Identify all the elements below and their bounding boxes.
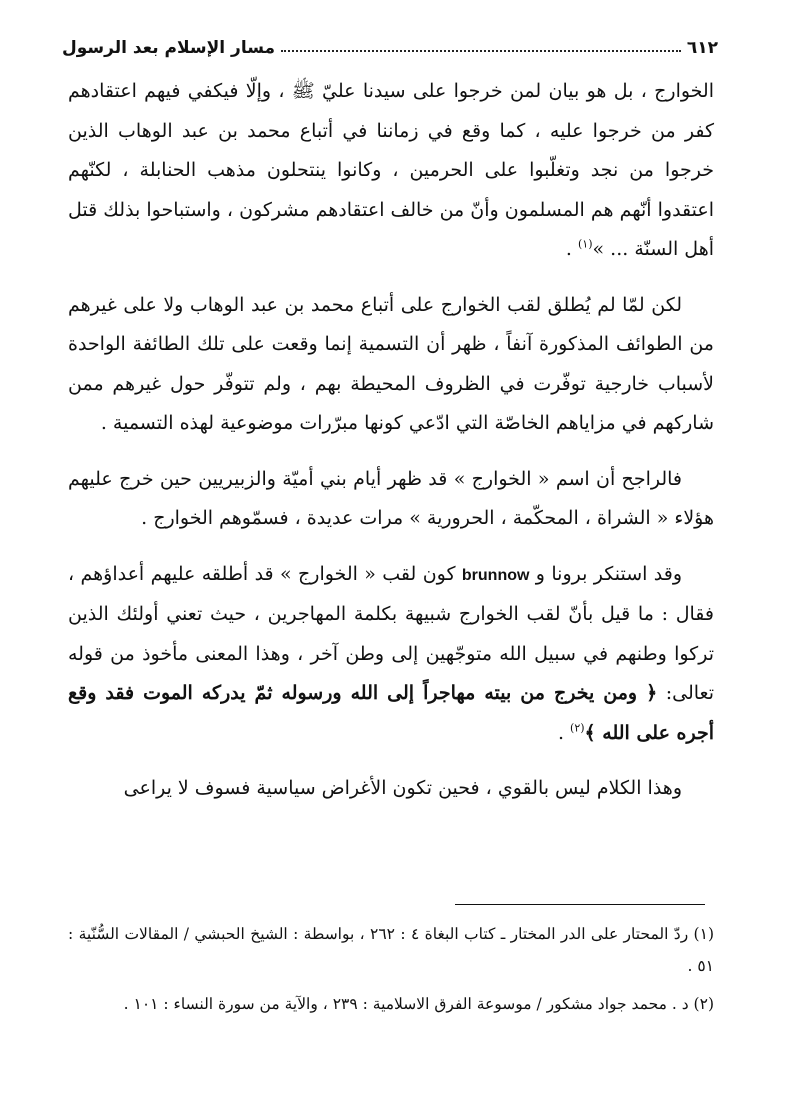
footnote-2 — [68, 988, 714, 1020]
running-header — [62, 28, 718, 58]
paragraph-1-end: . — [565, 238, 578, 260]
paragraph-3 — [68, 460, 714, 539]
paragraph-4 — [68, 555, 714, 754]
footnote-1-text: ردّ المحتار على الدر المختار ـ كتاب البغاة ٤ : ٢٦٢ ، بواسطة : الشيخ الحبشي / المقالات السُّنّية : ٥١ . — [68, 925, 714, 975]
paragraph-1-text: الخوارج ، بل هو بيان لمن خرجوا على سيدنا عليّ ﷺ ، وإلّا فيكفي فيهم اعتقادهم كفر من خرجوا عليه ، كما وقع في زماننا في أتباع محمد بن عبد الوهاب الذين خرجوا من نجد وتغلّبوا على الحرمين ، وكانوا ينتحلون مذهب الحنابلة ، لكنّهم اعتقدوا أنّهم هم المسلمون وأنّ من خالف اعتقادهم مشركون ، واستباحوا بذلك قتل أهل السنّة ... » — [68, 80, 714, 260]
paragraph-5 — [68, 769, 714, 809]
paragraph-2-text: لكن لمّا لم يُطلق لقب الخوارج على أتباع محمد بن عبد الوهاب ولا على غيرهم من الطوائف المذكورة آنفاً ، ظهر أن التسمية إنما وقعت على تلك الطائفة الواحدة لأسباب خارجية توفّرت في الظروف المحيطة بهم ، ولم تتوفّر حول غيرهم ممن شاركهم في مزاياهم الخاصّة التي ادّعي كونها مبرّرات موضوعية لهذه التسمية . — [68, 293, 714, 434]
page-number: ٦١٢ — [686, 38, 718, 58]
paragraph-5-text: وهذا الكلام ليس بالقوي ، فحين تكون الأغراض سياسية فسوف لا يراعى — [123, 777, 682, 799]
quran-verse: ﴿ ومن يخرج من بيته مهاجراً إلى الله ورسوله ثمّ يدركه الموت فقد وقع أجره على الله ﴾ — [68, 682, 714, 744]
footnote-2-text: د . محمد جواد مشكور / موسوعة الفرق الاسلامية : ٢٣٩ ، والآية من سورة النساء : ١٠١ . — [123, 995, 689, 1013]
paragraph-4-end: . — [557, 721, 571, 744]
footnote-ref-2: (٢) — [570, 721, 585, 735]
paragraph-4-text-b: كون لقب « الخوارج » قد أطلقه عليهم أعداؤهم ، فقال : ما قيل بأنّ لقب الخوارج شبيهة بكلمة المهاجرين ، حيث تعني أولئك الذين تركوا وطنهم في سبيل الله متوجّهين إلى وطن آخر ، وهذا المعنى مأخوذ من قوله تعالى: — [68, 562, 714, 704]
paragraph-2 — [68, 286, 714, 444]
footnote-separator — [455, 904, 705, 905]
latin-name: brunnow — [461, 566, 530, 584]
footnote-1 — [68, 918, 714, 982]
paragraph-1 — [68, 72, 714, 270]
footnotes — [68, 918, 714, 1020]
footnote-1-number: (١) — [693, 925, 714, 943]
body-text — [68, 72, 714, 809]
paragraph-4-text-a: وقد استنكر برونا و — [529, 562, 683, 585]
book-title: مسار الإسلام بعد الرسول — [62, 38, 276, 58]
footnote-2-number: (٢) — [693, 995, 714, 1013]
footnote-ref-1: (١) — [577, 237, 593, 251]
header-dot-leader — [281, 50, 681, 52]
paragraph-3-text: فالراجح أن اسم « الخوارج » قد ظهر أيام بني أميّة والزبيريين حين خرج عليهم هؤلاء « الشراة ، المحكّمة ، الحرورية » مرات عديدة ، فسمّوهم الخوارج . — [68, 467, 714, 529]
